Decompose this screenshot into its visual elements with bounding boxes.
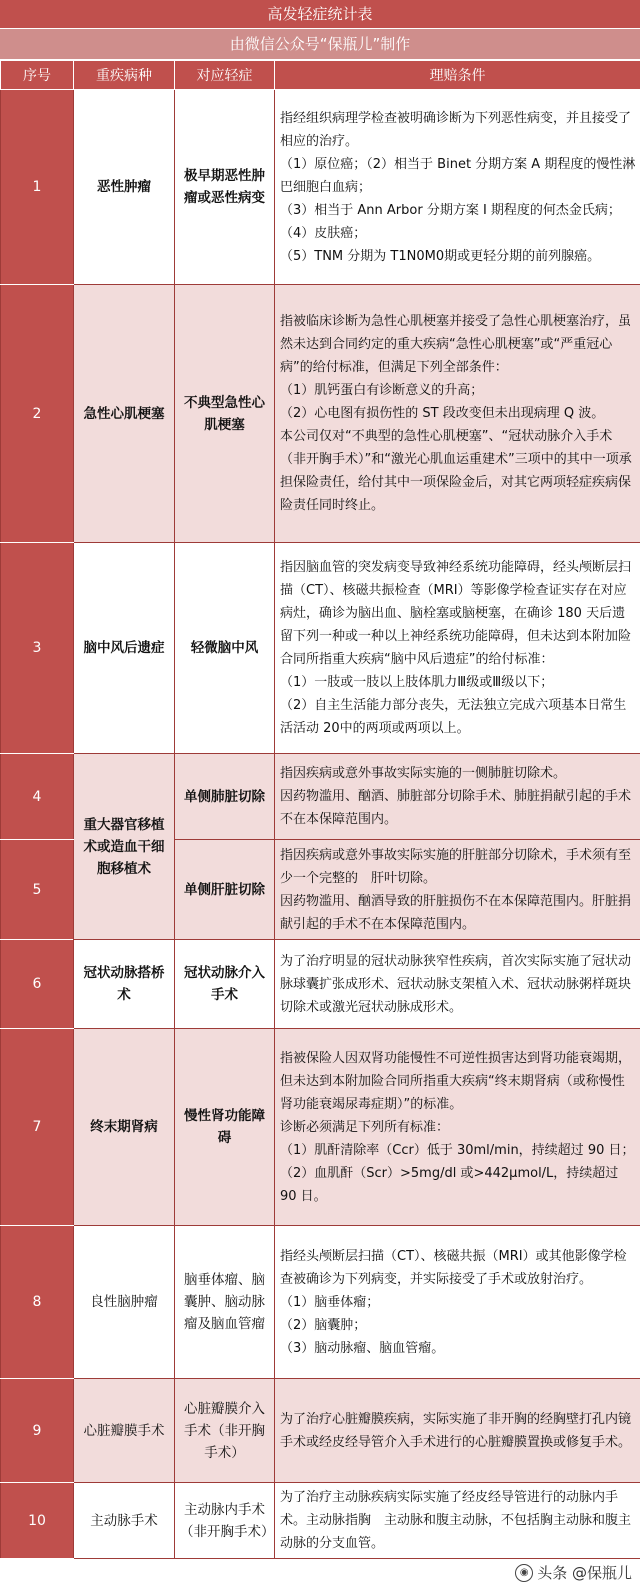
condition-line: （4）皮肤癌；: [280, 225, 367, 241]
row-number: 1: [1, 90, 74, 285]
table-header-row: [1, 61, 640, 90]
condition-line: 为了治疗心脏瓣膜疾病，实际实施了非开胸的经胸壁打孔内镜手术或经皮经导管介入手术进行的心脏瓣膜置换或修复手术。: [280, 1411, 632, 1450]
condition-line: （1）原位癌；（2）相当于 Binet 分期方案 A 期程度的慢性淋巴细胞白血病；: [280, 156, 636, 195]
disease-cell: 重大器官移植术或造血干细胞移植术: [74, 754, 175, 940]
conditions-cell: [275, 1029, 640, 1226]
condition-line: 指因疾病或意外事故实际实施的肝脏部分切除术，手术须有至少一个完整的 肝叶切除。: [280, 847, 632, 886]
mild-cell: 单侧肝脏切除: [175, 840, 275, 940]
header-mild: 对应轻症: [175, 61, 275, 90]
table-row: [1, 1029, 640, 1226]
condition-line: 诊断必须满足下列所有标准：: [280, 1119, 450, 1135]
table-row: [1, 940, 640, 1029]
table-row: [1, 1379, 640, 1483]
header-disease: 重疾病种: [74, 61, 175, 90]
mild-cell: 不典型急性心肌梗塞: [175, 285, 275, 543]
row-number: 7: [1, 1029, 74, 1226]
condition-line: 为了治疗明显的冠状动脉狭窄性疾病，首次实际实施了冠状动脉球囊扩张成形术、冠状动脉支架植入术、冠状动脉粥样斑块切除术或激光冠状动脉成形术。: [280, 953, 632, 1015]
row-number: 4: [1, 754, 74, 840]
table-row: [1, 1226, 640, 1379]
condition-line: （2）血肌酐（Scr）>5mg/dl 或>442μmol/L，持续超过 90 日。: [280, 1165, 619, 1204]
disease-cell: 脑中风后遗症: [74, 543, 175, 754]
watermark-text: 头条 @保瓶儿: [537, 1564, 632, 1582]
disease-cell: 心脏瓣膜手术: [74, 1379, 175, 1483]
condition-line: 指经头颅断层扫描（CT）、核磁共振（MRI）或其他影像学检查被确诊为下列病变，并实际接受了手术或放射治疗。: [280, 1248, 627, 1287]
condition-line: （3）相当于 Ann Arbor 分期方案 I 期程度的何杰金氏病；: [280, 202, 621, 218]
conditions-cell: [275, 940, 640, 1029]
conditions-cell: [275, 1226, 640, 1379]
row-number: 9: [1, 1379, 74, 1483]
header-conditions: 理赔条件: [275, 61, 640, 90]
condition-line: 因药物滥用、酗酒、肺脏部分切除手术、肺脏捐献引起的手术不在本保障范围内。: [280, 789, 632, 827]
conditions-cell: [275, 1483, 640, 1559]
watermark: [515, 1562, 632, 1583]
table-row: [1, 543, 640, 754]
condition-line: 本公司仅对“不典型的急性心肌梗塞”、“冠状动脉介入手术（非开胸手术）”和“激光心肌血运重建术”三项中的其中一项承担保险责任，给付其中一项保险金后，对其它两项轻症疾病保险责任同时终止。: [280, 429, 632, 513]
table-row: [1, 754, 640, 840]
condition-line: （1）肌钙蛋白有诊断意义的升高；: [280, 383, 484, 398]
condition-line: 为了治疗主动脉疾病实际实施了经皮经导管进行的动脉内手术。主动脉指胸 主动脉和腹主动脉，不包括胸主动脉和腹主动脉的分支血管。: [280, 1490, 632, 1551]
condition-line: 指因脑血管的突发病变导致神经系统功能障碍，经头颅断层扫描（CT）、核磁共振检查（MRI）等影像学检查证实存在对应病灶，确诊为脑出血、脑栓塞或脑梗塞，在确诊 180 天后遗留下列一种或一种以上神经系统功能障碍，但未达到本附加险合同所指重大疾病“脑中风后遗症”的给付标准：: [280, 560, 632, 667]
conditions-cell: [275, 285, 640, 543]
condition-line: （1）一肢或一肢以上肢体肌力Ⅲ级或Ⅲ级以下；: [280, 675, 554, 690]
table-row: [1, 1483, 640, 1559]
row-number: 8: [1, 1226, 74, 1379]
row-number: 10: [1, 1483, 74, 1559]
row-number: 2: [1, 285, 74, 543]
condition-line: （1）脑垂体瘤；: [280, 1294, 380, 1310]
header-no: 序号: [1, 61, 74, 90]
mild-cell: 慢性肾功能障碍: [175, 1029, 275, 1226]
mild-cell: 轻微脑中风: [175, 543, 275, 754]
condition-line: （5）TNM 分期为 T1N0M0期或更轻分期的前列腺癌。: [280, 248, 601, 264]
mild-illness-table: [0, 60, 640, 1559]
disease-cell: 良性脑肿瘤: [74, 1226, 175, 1379]
condition-line: （2）脑囊肿；: [280, 1317, 367, 1333]
table-row: [1, 285, 640, 543]
condition-line: 指经组织病理学检查被明确诊断为下列恶性病变，并且接受了相应的治疗。: [280, 110, 632, 149]
conditions-cell: [275, 840, 640, 940]
row-number: 5: [1, 840, 74, 940]
disease-cell: 恶性肿瘤: [74, 90, 175, 285]
disease-cell: 主动脉手术: [74, 1483, 175, 1559]
condition-line: 指被临床诊断为急性心肌梗塞并接受了急性心肌梗塞治疗，虽然未达到合同约定的重大疾病“急性心肌梗塞”或“严重冠心病”的给付标准，但满足下列全部条件：: [280, 314, 632, 375]
conditions-cell: [275, 1379, 640, 1483]
condition-line: （1）肌酐清除率（Ccr）低于 30ml/min，持续超过 90 日；: [280, 1142, 635, 1158]
conditions-cell: [275, 90, 640, 285]
condition-line: 指被保险人因双肾功能慢性不可逆性损害达到肾功能衰竭期，但未达到本附加险合同所指重大疾病“终末期肾病（或称慢性肾功能衰竭尿毒症期）”的标准。: [280, 1050, 632, 1112]
conditions-cell: [275, 754, 640, 840]
mild-cell: 极早期恶性肿瘤或恶性病变: [175, 90, 275, 285]
condition-line: 因药物滥用、酗酒导致的肝脏损伤不在本保障范围内。肝脏捐献引起的手术不在本保障范围内。: [280, 893, 632, 932]
disease-cell: 终末期肾病: [74, 1029, 175, 1226]
row-number: 3: [1, 543, 74, 754]
conditions-cell: [275, 543, 640, 754]
mild-cell: 心脏瓣膜介入手术（非开胸手术）: [175, 1379, 275, 1483]
row-number: 6: [1, 940, 74, 1029]
condition-line: 指因疾病或意外事故实际实施的一侧肺脏切除术。: [280, 766, 567, 781]
condition-line: （3）脑动脉瘤、脑血管瘤。: [280, 1340, 445, 1356]
mild-cell: 脑垂体瘤、脑囊肿、脑动脉瘤及脑血管瘤: [175, 1226, 275, 1379]
table-subtitle: 由微信公众号“保瓶儿”制作: [0, 29, 640, 60]
mild-cell: 主动脉内手术（非开胸手术）: [175, 1483, 275, 1559]
camera-icon: ◉: [515, 1564, 533, 1582]
table-row: [1, 90, 640, 285]
table-title: 高发轻症统计表: [0, 0, 640, 29]
disease-cell: 急性心肌梗塞: [74, 285, 175, 543]
mild-cell: 冠状动脉介入手术: [175, 940, 275, 1029]
condition-line: （2）心电图有损伤性的 ST 段改变但未出现病理 Q 波。: [280, 406, 605, 421]
mild-cell: 单侧肺脏切除: [175, 754, 275, 840]
condition-line: （2）自主生活能力部分丧失，无法独立完成六项基本日常生活活动 20中的两项或两项以上。: [280, 698, 627, 736]
disease-cell: 冠状动脉搭桥术: [74, 940, 175, 1029]
